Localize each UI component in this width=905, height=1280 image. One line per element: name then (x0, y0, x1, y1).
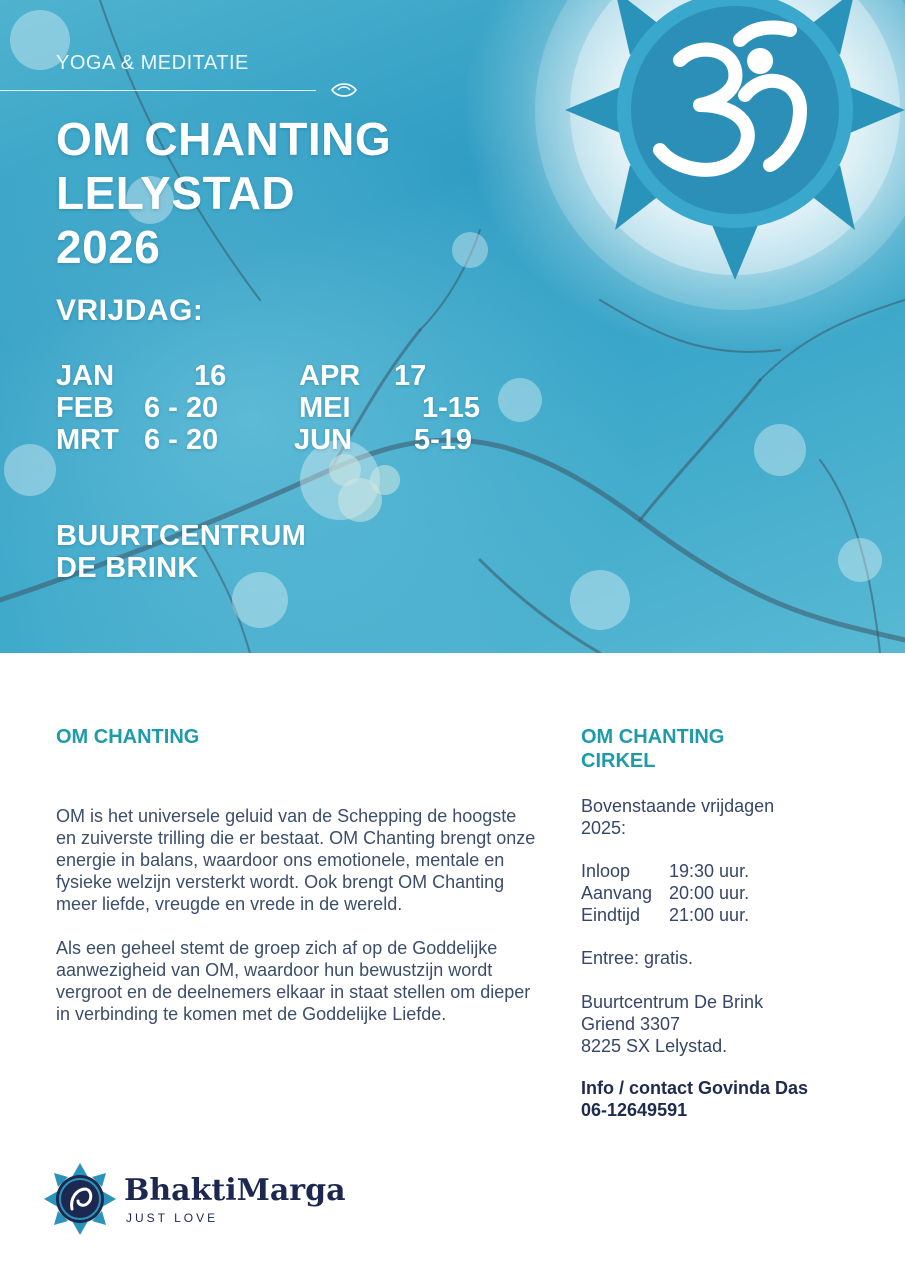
venue-title (56, 520, 306, 584)
entry-fee: Entree: gratis. (581, 948, 694, 968)
venue-address (581, 991, 763, 1057)
contact-info (581, 1077, 808, 1121)
date-month: MEI (299, 392, 351, 424)
eyebrow-divider (0, 90, 316, 91)
date-days: 16 (194, 360, 227, 392)
main-description (56, 805, 541, 1025)
date-days: 17 (394, 360, 427, 392)
title-line-3: 2026 (56, 221, 161, 273)
logo-name: BhaktiMarga (124, 1173, 346, 1208)
side-intro (581, 795, 774, 839)
time-value: 20:00 uur. (669, 883, 750, 903)
description-paragraph-1: OM is het universele geluid van de Schepping de hoogste en zuiverste trilling die er bestaat. OM Chanting brengt onze energie in balans, waardoor ons emotionele, mentale en fysieke welzijn versterkt wordt. Ook brengt OM Chanting meer liefde, vreugde en vrede in de wereld. (56, 806, 536, 914)
date-days: 1-15 (422, 392, 481, 424)
description-paragraph-2: Als een geheel stemt de groep zich af op de Goddelijke aanwezigheid van OM, waardoor hun bewustzijn wordt vergroot en de deelnemers elkaar in staat stellen om dieper in verbinding te komen met de Goddelijke Liefde. (56, 938, 531, 1024)
bhaktimarga-logo-icon (44, 1163, 116, 1235)
day-label: VRIJDAG: (56, 294, 204, 327)
contact-line-1: Info / contact Govinda Das (581, 1078, 809, 1098)
side-intro-line-2: 2025: (581, 818, 627, 838)
time-row-eindtijd (581, 904, 821, 926)
address-line-3: 8225 SX Lelystad. (581, 1036, 728, 1056)
date-month: JAN (56, 360, 115, 392)
date-days: 6 - 20 (144, 392, 219, 424)
title-line-1: OM CHANTING (56, 113, 392, 165)
eyebrow-label: YOGA & MEDITATIE (56, 52, 249, 74)
side-heading-line-1: OM CHANTING (581, 726, 725, 748)
main-heading: OM CHANTING (56, 726, 200, 748)
date-days: 5-19 (414, 424, 473, 456)
date-days: 6 - 20 (144, 424, 219, 456)
side-heading-line-2: CIRKEL (581, 750, 656, 772)
time-value: 21:00 uur. (669, 905, 750, 925)
contact-line-2: 06-12649591 (581, 1100, 688, 1120)
time-label: Inloop (581, 861, 631, 881)
bhaktimarga-logo (44, 1163, 346, 1243)
date-month: JUN (294, 424, 353, 456)
date-month: MRT (56, 424, 119, 456)
page-title (56, 112, 391, 274)
side-intro-line-1: Bovenstaande vrijdagen (581, 796, 775, 816)
time-label: Eindtijd (581, 905, 641, 925)
logo-tagline: JUST LOVE (126, 1211, 219, 1225)
side-heading (581, 725, 724, 773)
time-value: 19:30 uur. (669, 861, 750, 881)
date-month: APR (299, 360, 361, 392)
time-schedule (581, 860, 821, 926)
title-line-2: LELYSTAD (56, 167, 296, 219)
address-line-1: Buurtcentrum De Brink (581, 992, 764, 1012)
address-line-2: Griend 3307 (581, 1014, 681, 1034)
time-row-aanvang (581, 882, 821, 904)
time-label: Aanvang (581, 883, 653, 903)
venue-line-2: DE BRINK (56, 552, 199, 584)
venue-line-1: BUURTCENTRUM (56, 520, 307, 552)
om-mandala-icon (535, 0, 905, 310)
eye-icon (330, 80, 358, 100)
date-month: FEB (56, 392, 114, 424)
time-row-inloop (581, 860, 821, 882)
